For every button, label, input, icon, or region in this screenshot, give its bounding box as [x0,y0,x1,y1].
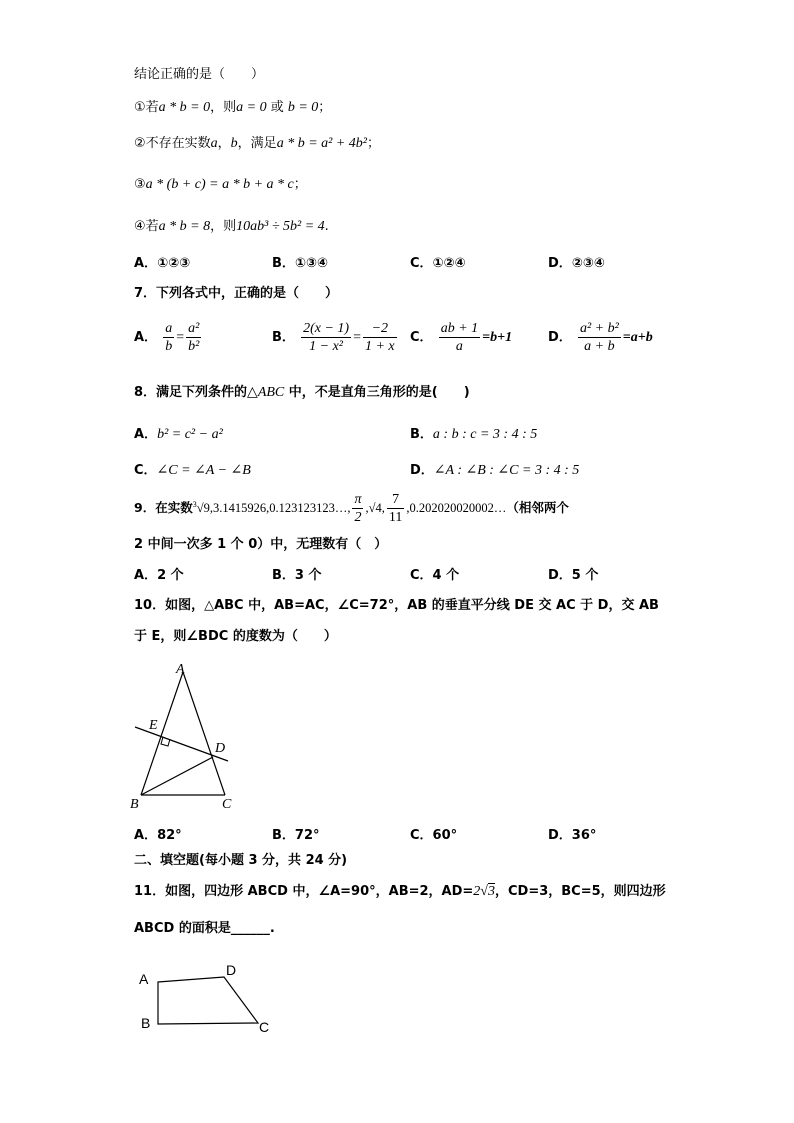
q7-a-frac-left: $\frac{a}{b}$ [165,321,173,354]
label-point-c: C [222,797,232,812]
q10-stem-line1: 10．如图，△ABC 中，AB=AC，∠C=72°，AB 的垂直平分线 DE 交 AC 于 D，交 AB [134,598,659,613]
q6-item-1: ①若a * b = 0，则a = 0 或 b = 0； [134,100,332,115]
label-point-a: A [139,971,149,987]
q10-option-c[interactable]: C．60° [410,828,458,843]
q6-option-c[interactable]: C．①②④ [410,256,466,271]
label-point-a: A [176,662,185,677]
q6-option-d[interactable]: D．②③④ [548,256,605,271]
label-point-c: C [259,1019,270,1035]
q10-stem-line2: 于 E，则∠BDC 的度数为（ ） [134,629,337,644]
section-title-fill-in: 二、填空题(每小题 3 分，共 24 分) [134,853,348,868]
q7-b-frac-left: $\frac{2(x - 1)}{\text{1 − x²}}$ [303,321,350,354]
q6-stem: 结论正确的是（ ） [134,67,265,82]
q6-item-2: ②不存在实数a，b，满足a * b = a² + 4b²； [134,136,380,151]
q11-quadrilateral-figure [132,958,280,1038]
q7-a-frac-right: $\frac{\text{a²}}{\text{b²}}$ [188,321,200,354]
q7-option-d[interactable]: D． $\frac{\text{a² + b²}}{a + b}$ =a+b [548,321,653,354]
q9-option-d[interactable]: D．5 个 [548,568,599,583]
label-point-d: D [226,962,237,978]
q6-option-a[interactable]: A．①②③ [134,256,191,271]
q8-option-d[interactable]: D．∠A : ∠B : ∠C = 3 : 4 : 5 [410,463,580,478]
q10-triangle-figure [128,660,238,812]
q6-item-3: ③a * (b + c) = a * b + a * c； [134,177,307,192]
q7-stem: 7．下列各式中，正确的是（ ） [134,286,339,301]
q7-d-frac: $\frac{\text{a² + b²}}{a + b}$ [579,321,619,354]
q8-option-a[interactable]: A．b² = c² − a² [134,427,223,442]
q7-option-a[interactable]: A． $\frac{a}{b}$ = $\frac{\text{a²}}{\text{b²}}$ [134,321,200,354]
q8-option-c[interactable]: C．∠C = ∠A − ∠B [134,463,251,478]
q11-stem-line2: ABCD 的面积是______. [134,921,275,936]
q8-option-b[interactable]: B．a : b : c = 3 : 4 : 5 [410,427,538,442]
label-point-b: B [130,797,139,812]
q7-option-b[interactable]: B． $\frac{2(x - 1)}{\text{1 − x²}}$ = $\frac{-2}{1 + x}$ [272,321,395,354]
q11-stem-line1: 11．如图，四边形 ABCD 中，∠A=90°，AB=2，AD=2√3，CD=3，BC=5，则四边形 [134,884,666,899]
q7-c-frac: $\frac{ab + 1}{a}$ [440,321,479,354]
two-root-three: 2√3 [473,884,495,899]
quadrilateral-abcd [158,977,258,1024]
q9-stem-line2: 2 中间一次多 1 个 0）中，无理数有（ ） [134,537,388,552]
q6-item-4: ④若a * b = 8，则10ab³ ÷ 5b² = 4. [134,219,329,234]
q9-option-c[interactable]: C．4 个 [410,568,460,583]
q10-option-a[interactable]: A．82° [134,828,182,843]
q10-option-d[interactable]: D．36° [548,828,597,843]
label-point-e: E [149,718,158,733]
q8-stem: 8．满足下列条件的△ABC 中，不是直角三角形的是( ) [134,385,470,400]
q9-stem: 9．在实数$^3$√9,3.1415926,0.123123123…, $\frac{\pi}{2}$ ,√4, $\frac{7}{11}$ ,0.202020020002…（相邻两个 [134,492,569,525]
q9-option-b[interactable]: B．3 个 [272,568,322,583]
q9-option-a[interactable]: A．2 个 [134,568,184,583]
pi-over-2: $\frac{\pi}{2}$ [354,492,362,525]
q7-option-c[interactable]: C． $\frac{ab + 1}{a}$ =b+1 [410,321,513,354]
q10-option-b[interactable]: B．72° [272,828,320,843]
q7-b-frac-right: $\frac{-2}{1 + x}$ [364,321,395,354]
segment-ac [183,672,225,795]
seven-over-eleven: $\frac{7}{11}$ [388,492,403,525]
cbrt-9: $^3$√9 [192,499,210,515]
q6-option-b[interactable]: B．①③④ [272,256,328,271]
label-point-d: D [215,741,226,756]
label-point-b: B [141,1015,151,1031]
